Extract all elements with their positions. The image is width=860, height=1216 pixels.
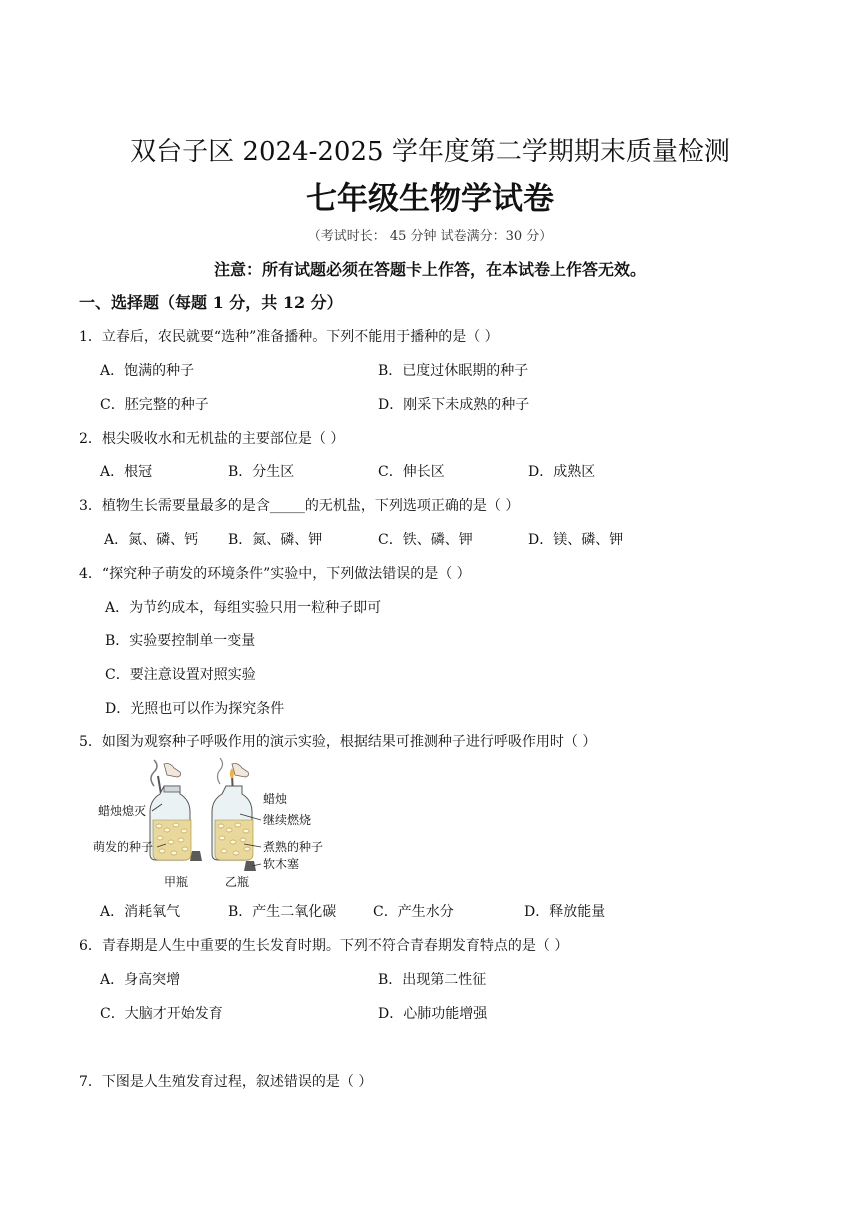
label-germinating-seeds: 萌发的种子 [93, 840, 154, 854]
section-heading: 一、选择题（每题 1 分，共 12 分） [79, 293, 343, 312]
question-1-stem: 1．立春后，农民就要“选种”准备播种。下列不能用于播种的是（ ） [79, 329, 499, 345]
exam-info: （考试时长： 45 分钟 试卷满分：30 分） [307, 229, 553, 244]
question-6-option-a: A．身高突增 [100, 972, 181, 988]
question-2-option-b: B．分生区 [228, 464, 295, 480]
question-7-stem: 7．下图是人生殖发育过程，叙述错误的是（ ） [79, 1074, 373, 1090]
question-6-stem: 6．青春期是人生中重要的生长发育时期。下列不符合青春期发育特点的是（ ） [79, 938, 569, 954]
exam-notice: 注意：所有试题必须在答题卡上作答，在本试卷上作答无效。 [213, 260, 646, 279]
label-cooked-seeds: 煮熟的种子 [263, 840, 324, 854]
label-jar-yi: 乙瓶 [225, 875, 250, 889]
question-2-option-a: A．根冠 [100, 464, 153, 480]
respiration-experiment-figure [92, 758, 332, 893]
question-5-option-c: C．产生水分 [373, 904, 454, 920]
question-5-option-b: B．产生二氧化碳 [228, 904, 337, 920]
question-4-option-b: B．实验要控制单一变量 [105, 633, 256, 649]
question-2-option-d: D．成熟区 [528, 464, 596, 480]
question-5-option-a: A．消耗氧气 [100, 904, 181, 920]
exam-title: 双台子区 2024-2025 学年度第二学期期末质量检测 [130, 137, 730, 167]
question-3-option-d: D．镁、磷、钾 [528, 532, 624, 548]
label-jar-jia: 甲瓶 [164, 875, 189, 889]
question-6-option-c: C．大脑才开始发育 [100, 1006, 223, 1022]
jar-yi [212, 758, 256, 871]
question-1-option-c: C．胚完整的种子 [100, 397, 209, 413]
question-3-option-a: A．氮、磷、钙 [104, 532, 199, 548]
question-4-option-c: C．要注意设置对照实验 [105, 667, 256, 683]
label-candle: 蜡烛 [263, 792, 288, 806]
question-3-stem: 3．植物生长需要量最多的是含_____的无机盐，下列选项正确的是（ ） [79, 498, 520, 514]
question-2-stem: 2．根尖吸收水和无机盐的主要部位是（ ） [79, 431, 345, 447]
label-candle-out: 蜡烛熄灭 [98, 804, 147, 818]
question-4-option-d: D．光照也可以作为探究条件 [105, 701, 285, 717]
label-cork: 软木塞 [263, 857, 300, 871]
question-6-option-b: B．出现第二性征 [378, 972, 487, 988]
question-3-option-b: B．氮、磷、钾 [228, 532, 323, 548]
question-1-option-d: D．刚采下未成熟的种子 [378, 397, 530, 413]
question-6-option-d: D．心肺功能增强 [378, 1006, 488, 1022]
label-keeps-burning: 继续燃烧 [263, 813, 312, 827]
question-1-option-a: A．饱满的种子 [100, 363, 195, 379]
exam-subject-title: 七年级生物学试卷 [306, 181, 554, 217]
question-4-stem: 4．“探究种子萌发的环境条件”实验中，下列做法错误的是（ ） [79, 566, 471, 582]
jar-jia [150, 760, 202, 861]
question-1-option-b: B．已度过休眠期的种子 [378, 363, 529, 379]
question-3-option-c: C．铁、磷、钾 [378, 532, 473, 548]
question-5-stem: 5．如图为观察种子呼吸作用的演示实验，根据结果可推测种子进行呼吸作用时（ ） [79, 734, 597, 750]
question-4-option-a: A．为节约成本，每组实验只用一粒种子即可 [105, 600, 382, 616]
question-5-option-d: D．释放能量 [524, 904, 606, 920]
question-2-option-c: C．伸长区 [378, 464, 445, 480]
